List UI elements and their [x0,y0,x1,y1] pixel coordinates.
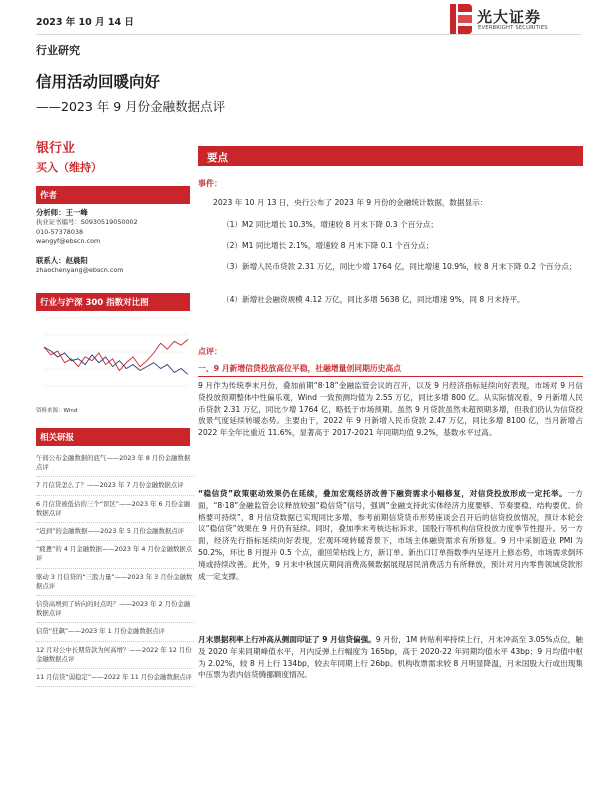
chart-section-title: 行业与沪深 300 指数对比图 [36,293,190,311]
everbright-logo-icon [450,4,472,34]
event-item-loans: （3）新增人民币贷款 2.31 万亿，同比少增 1764 亿，同比增速 10.9%，较 8 月末下降 0.2 个百分点； [222,262,577,271]
contact-email[interactable]: zhaochenyang@ebscn.com [36,265,124,274]
analyst-email[interactable]: wangyf@ebscn.com [36,237,101,245]
company-logo [450,4,580,38]
chart-series-line [44,347,188,374]
comment-label: 点评： [198,347,222,356]
paragraph-1: 9 月作为传统季末月份，叠加前期“8·18”金融监管会议的召开，以及 9 月经济指标延续向好表现，市场对 9 月信贷投放预期整体中性偏乐观，Wind 一致预测均值为 2.55 万亿，同比多增 800 亿。从实际情况看，9 月新增人民币贷款 2.31 万亿，同比少增 1764 亿，略低于市场预期。虽然 9 月贷款虽然未超预期多增，但我们仍认为信贷投放景气度延续转暖态势。主要由于，2022 年 9 月新增人民币贷款 2.47 万亿，同比多增 8100 亿，当月新增占 2022 年全年比重近 11.6%，显著高于 2017-2021 年同期均值 9.2%，基数水平过高。 [198,381,583,438]
analyst-phone: 010-57378038 [36,227,84,236]
section1-heading: 一、9 月新增信贷投放高位平稳，社融增量创同期历史高点 [198,364,402,373]
event-item-m1: （2）M1 同比增长 2.1%，增速较 8 月末下降 0.1 个百分点； [222,241,434,250]
related-report-item[interactable]: “疲惫”的 4 月金融数据——2023 年 4 月份金融数据点评 [36,543,194,568]
event-intro: 2023 年 10 月 13 日，央行公布了 2023 年 9 月份的金融统计数据，数据显示： [213,198,488,207]
related-research-list [36,452,194,689]
contact-name: 联系人：赵晨阳 [36,255,88,265]
sector-vs-index-chart [36,312,192,394]
paragraph-2-lead: “稳信贷”政策驱动效果仍在延续，叠加宏观经济改善下融资需求小幅修复，对信贷投放形成一定托举。 [198,489,568,498]
logo-chinese-name: 光大证券 [477,8,542,26]
chart-series-line [44,339,188,370]
related-report-item[interactable]: 信贷高增到了转向的时点吗？——2023 年 2 月份金融数据点评 [36,598,194,623]
related-report-item[interactable]: 12 月对公中长期贷款为何高增？——2022 年 12 月份金融数据点评 [36,644,194,669]
analyst-name: 分析师：王一峰 [36,208,88,217]
sector-name: 银行业 [36,141,76,156]
paragraph-3 [198,634,583,681]
authors-block [36,207,192,275]
authors-section-title: 作者 [36,186,190,204]
industry-label: 行业研究 [36,44,80,57]
paragraph-3-lead: 月末票据利率上行冲高从侧面印证了 9 月信贷偏强。 [198,635,376,644]
related-section-title: 相关研报 [36,428,190,446]
report-subtitle: ——2023 年 9 月份金融数据点评 [36,99,226,114]
related-report-item[interactable]: 7 月信贷怎么了？——2023 年 7 月份金融数据点评 [36,479,194,495]
event-item-tsf: （4）新增社会融资规模 4.12 万亿，同比多增 5638 亿，同比增速 9%，同 8 月末持平。 [222,295,525,304]
logo-english-name: EVERBRIGHT SECURITIES [478,25,548,31]
related-report-item[interactable]: 11 月信贷“弱稳定”——2022 年 11 月份金融数据点评 [36,671,194,687]
event-label: 事件： [198,179,222,188]
rating: 买入（维持） [36,161,102,174]
chart-source: 资料来源：Wind [36,408,78,414]
paragraph-3-body: 9 月份，1M 转贴利率持续上行，月末冲高至 3.05%点位，触及 2020 年来同期峰值水平，月内反弹上行幅度为 165bp，高于 2020-22 年同期均值水平 43bp；9 月均值中枢为 2.02%，较 8 月上行 134bp，较去年同期上行 26bp。机构收票需求较 8 月明显降温，月末国股大行或出现集中压票为表内信贷腾挪额度情况。 [198,635,583,680]
report-date: 2023 年 10 月 14 日 [36,17,134,28]
related-report-item[interactable]: 6 月信贷被低估的三个“误区”——2023 年 6 月份金融数据点评 [36,498,194,523]
paragraph-2 [198,488,583,582]
related-report-item[interactable]: 信贷“狂飙”——2023 年 1 月份金融数据点评 [36,625,194,641]
related-report-item[interactable]: 驱动 3 月信贷的“三股力量”——2023 年 3 月份金融数据点评 [36,571,194,596]
section1-rule [198,376,583,377]
key-points-header: 要点 [198,146,583,166]
header-divider [36,34,581,35]
report-title: 信用活动回暖向好 [36,73,161,91]
event-item-m2: （1）M2 同比增长 10.3%，增速较 8 月末下降 0.3 个百分点； [222,220,439,229]
analyst-cert: 执业证书编号：S0930519050002 [36,218,138,226]
paragraph-2-body: 一方面，“8·18”金融监管会议释放较强“稳信贷”信号，强调“金融支持此实体经济力度要够、节奏要稳、结构要优、价格要可持续”，8 月信贷数据已实现同比多增，参考前期信贷货币形势座谈会召开后的信贷投放情况，预计本轮会议“稳信贷”效果在 9 月仍有延续。同时，叠加季末考核达标诉求，国股行等机构信贷投放力度季节性提升。另一方面，经济先行指标延续向好表现，宏观环境转暖背景下，市场主体融资需求有所修复。9 月中采制造业 PMI 为 50.2%，环比 8 月提升 0.5 个点，重回荣枯线上方，新订单、新出口订单指数季内呈逐月上修态势，市场需求倒环境或持续改善。此外，9 月末中秋国庆期间消费高频数据展现居民消费活力有所释放，预计对月内零售领域贷款形成一定支撑。 [198,489,583,581]
related-report-item[interactable]: 午间公布金融数据的底气——2023 年 8 月份金融数据点评 [36,452,194,477]
related-report-item[interactable]: “迟到”的金融数据——2023 年 5 月份金融数据点评 [36,525,194,541]
